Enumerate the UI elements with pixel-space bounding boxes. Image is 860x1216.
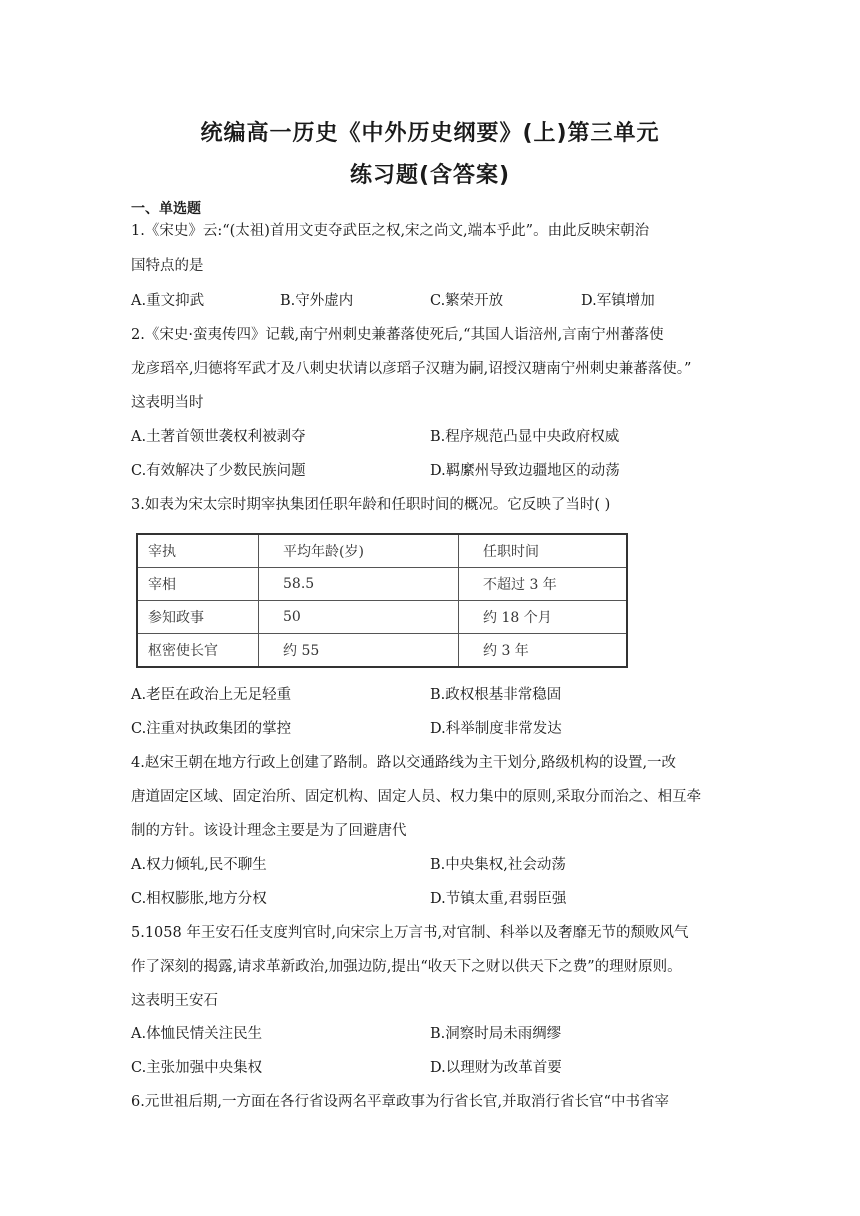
question-4-option-c: C.相权膨胀,地方分权 (131, 891, 267, 907)
document-title-line-1: 统编高一历史《中外历史纲要》(上)第三单元 (200, 121, 660, 146)
question-3-option-a: A.老臣在政治上无足轻重 (131, 687, 292, 703)
question-5-line-2: 作了深刻的揭露,请求革新政治,加强边防,提出“收天下之财以供天下之费”的理财原则。 (131, 959, 682, 975)
question-1-option-a: A.重文抑武 (131, 293, 205, 309)
table-cell: 约 55 (259, 634, 459, 668)
question-1-option-b: B.守外虚内 (280, 293, 354, 309)
table-cell: 约 18 个月 (459, 601, 628, 634)
question-4-line-2: 唐道固定区域、固定治所、固定机构、固定人员、权力集中的原则,采取分而治之、相互牵 (131, 789, 702, 805)
question-2-line-3: 这表明当时 (131, 395, 204, 411)
question-1-line-2: 国特点的是 (131, 258, 204, 274)
table-cell: 约 3 年 (459, 634, 628, 668)
question-3-line-1: 3.如表为宋太宗时期宰执集团任职年龄和任职时间的概况。它反映了当时( ) (131, 497, 611, 513)
question-2-option-c: C.有效解决了少数民族问题 (131, 463, 306, 479)
table-cell: 宰相 (137, 568, 259, 601)
table-row (137, 634, 627, 668)
question-5-option-c: C.主张加强中央集权 (131, 1060, 263, 1076)
question-4-line-3: 制的方针。该设计理念主要是为了回避唐代 (131, 823, 407, 839)
question-2-line-2: 龙彦瑫卒,归德将军武才及八刺史状请以彦瑫子汉瑭为嗣,诏授汉瑭南宁州刺史兼蕃落使。” (131, 361, 692, 377)
question-5-option-b: B.洞察时局未雨绸缪 (430, 1026, 562, 1042)
table-header-row (137, 534, 627, 568)
table-header-cell: 宰执 (137, 534, 259, 568)
question-6-line-1: 6.元世祖后期,一方面在各行省设两名平章政事为行省长官,并取消行省长官“中书省宰 (131, 1094, 669, 1110)
question-3-option-d: D.科举制度非常发达 (430, 721, 562, 737)
question-5-line-1: 5.1058 年王安石任支度判官时,向宋宗上万言书,对官制、科举以及奢靡无节的颓败风气 (131, 925, 689, 941)
question-4-option-d: D.节镇太重,君弱臣强 (430, 891, 567, 907)
question-4-option-a: A.权力倾轧,民不聊生 (131, 857, 267, 873)
table-header-cell: 平均年龄(岁) (259, 534, 459, 568)
question-2-option-b: B.程序规范凸显中央政府权威 (430, 429, 620, 445)
section-heading: 一、单选题 (131, 201, 201, 217)
question-5-line-3: 这表明王安石 (131, 993, 218, 1009)
question-3-option-c: C.注重对执政集团的掌控 (131, 721, 292, 737)
question-5-option-d: D.以理财为改革首要 (430, 1060, 562, 1076)
table-header-cell: 任职时间 (459, 534, 628, 568)
question-1-line-1: 1.《宋史》云:“(太祖)首用文吏夺武臣之权,宋之尚文,端本乎此”。由此反映宋朝治 (131, 223, 650, 239)
table-cell: 58.5 (259, 568, 459, 601)
question-4-option-b: B.中央集权,社会动荡 (430, 857, 566, 873)
table-cell: 50 (259, 601, 459, 634)
question-2-option-a: A.土著首领世袭权利被剥夺 (131, 429, 306, 445)
cabinet-officials-table (136, 533, 628, 668)
question-5-option-a: A.体恤民情关注民生 (131, 1026, 263, 1042)
question-2-line-1: 2.《宋史·蛮夷传四》记载,南宁州刺史兼蕃落使死后,“其国人诣涪州,言南宁州蕃落使 (131, 327, 664, 343)
table-cell: 不超过 3 年 (459, 568, 628, 601)
table-cell: 参知政事 (137, 601, 259, 634)
question-1-option-c: C.繁荣开放 (430, 293, 504, 309)
question-1-option-d: D.军镇增加 (581, 293, 655, 309)
question-3-option-b: B.政权根基非常稳固 (430, 687, 562, 703)
table-row (137, 568, 627, 601)
question-4-line-1: 4.赵宋王朝在地方行政上创建了路制。路以交通路线为主干划分,路级机构的设置,一改 (131, 755, 677, 771)
table-row (137, 601, 627, 634)
table-cell: 枢密使长官 (137, 634, 259, 668)
question-2-option-d: D.羁縻州导致边疆地区的动荡 (430, 463, 620, 479)
document-title-line-2: 练习题(含答案) (349, 163, 511, 188)
